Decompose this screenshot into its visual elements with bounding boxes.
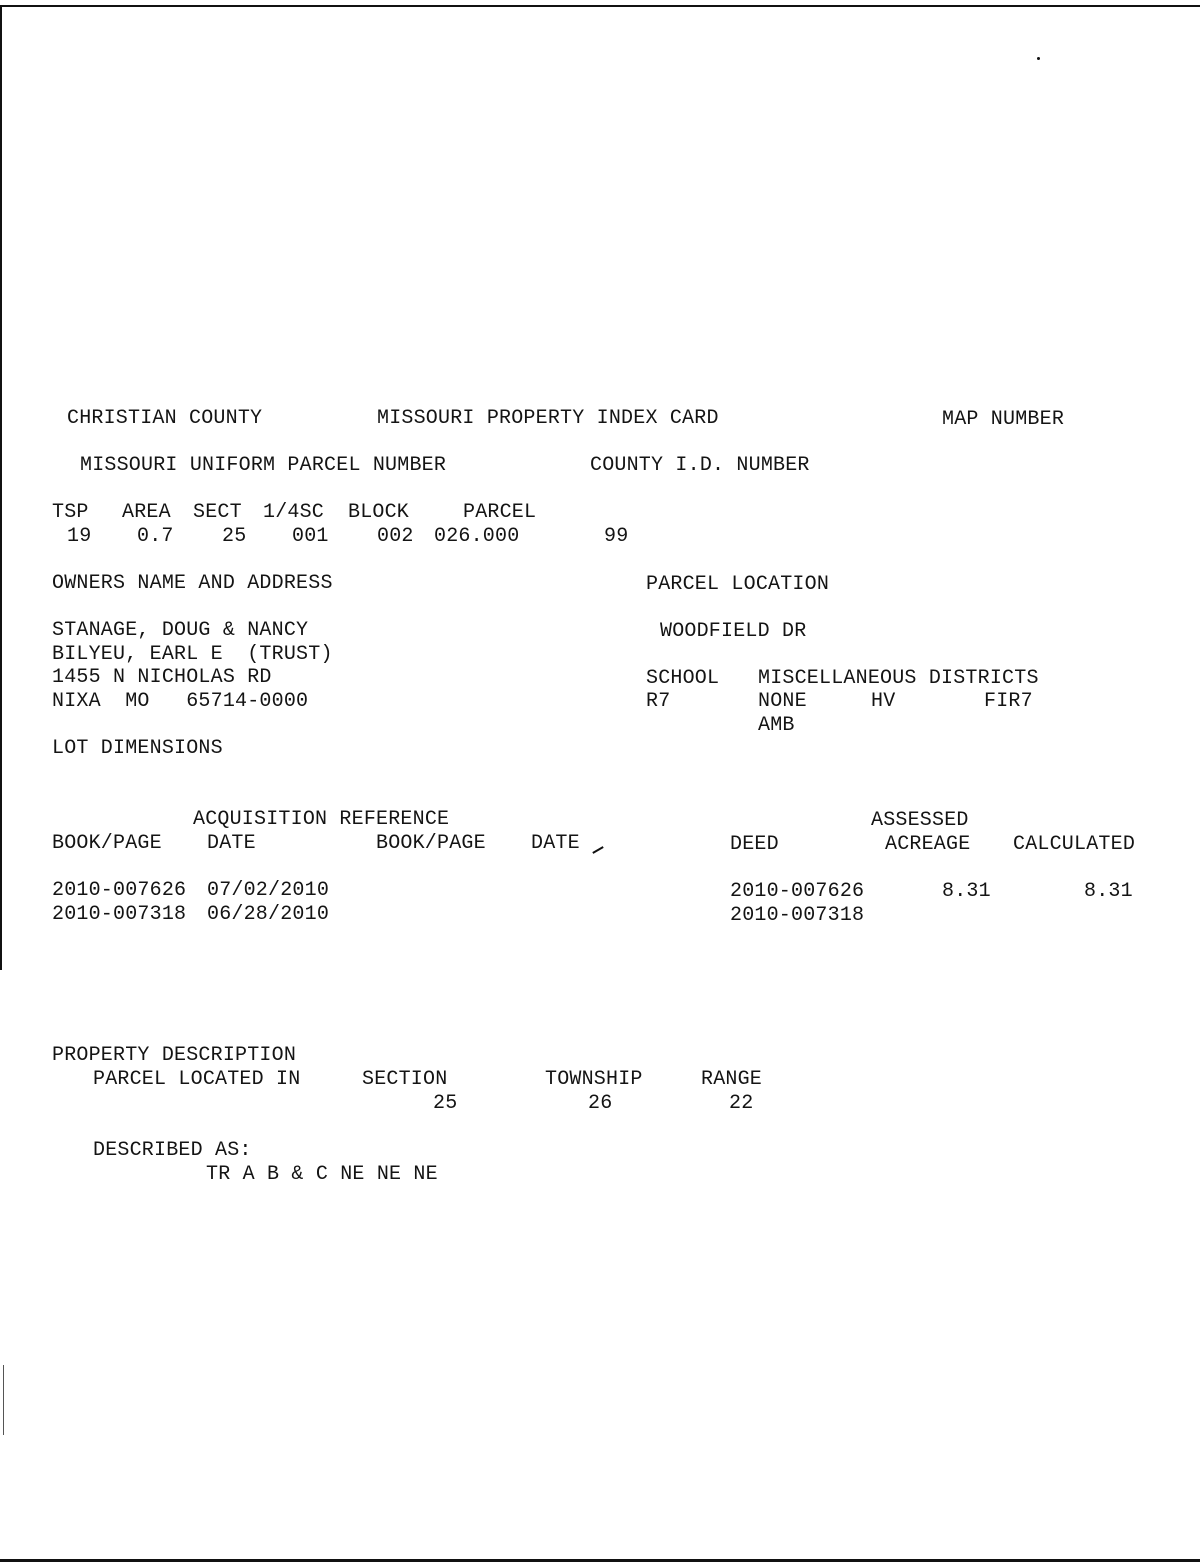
section-label: SECTION	[362, 1068, 448, 1091]
misc-districts-label: MISCELLANEOUS DISTRICTS	[758, 667, 1039, 690]
parcel-label: PARCEL	[463, 501, 537, 524]
assessed-label: ASSESSED	[871, 809, 969, 832]
acquisition-book-page: 2010-007626	[52, 879, 187, 902]
block-label: BLOCK	[348, 501, 410, 524]
county-id-value: 99	[604, 525, 629, 548]
date-header-2: DATE	[531, 832, 580, 855]
parcel-value: 026.000	[434, 525, 520, 548]
section-value: 25	[433, 1092, 458, 1115]
owner-line: STANAGE, DOUG & NANCY	[52, 619, 309, 642]
book-page-header: BOOK/PAGE	[52, 832, 162, 855]
acreage-header: ACREAGE	[885, 833, 971, 856]
owner-line: 1455 N NICHOLAS RD	[52, 666, 272, 689]
calculated-header: CALCULATED	[1013, 833, 1136, 856]
scan-dot	[1037, 57, 1040, 60]
date-header: DATE	[207, 832, 256, 855]
range-value: 22	[729, 1092, 754, 1115]
pen-mark	[592, 846, 603, 854]
school-label: SCHOOL	[646, 667, 720, 690]
map-number-label: MAP NUMBER	[942, 408, 1065, 431]
sect-value: 25	[222, 525, 247, 548]
lot-dimensions-label: LOT DIMENSIONS	[52, 737, 223, 760]
tsp-label: TSP	[52, 501, 89, 524]
deed-header: DEED	[730, 833, 779, 856]
left-margin-mark	[3, 1365, 4, 1435]
tsp-value: 19	[67, 525, 92, 548]
uniform-parcel-label: MISSOURI UNIFORM PARCEL NUMBER	[80, 454, 447, 477]
owner-line: BILYEU, EARL E (TRUST)	[52, 643, 333, 666]
book-page-header-2: BOOK/PAGE	[376, 832, 486, 855]
left-border-line	[0, 5, 2, 970]
parcel-located-label: PARCEL LOCATED IN	[93, 1068, 301, 1091]
block-value: 002	[377, 525, 414, 548]
area-label: AREA	[122, 501, 171, 524]
described-as-label: DESCRIBED AS:	[93, 1139, 252, 1162]
quarter-section-value: 001	[292, 525, 329, 548]
acquisition-book-page: 2010-007318	[52, 903, 187, 926]
bottom-border-line	[0, 1559, 1200, 1562]
range-label: RANGE	[701, 1068, 763, 1091]
school-value: R7	[646, 690, 671, 713]
assessed-acreage: 8.31	[942, 880, 991, 903]
acquisition-deed: 2010-007626	[730, 880, 865, 903]
parcel-location-label: PARCEL LOCATION	[646, 573, 830, 596]
acquisition-title: ACQUISITION REFERENCE	[193, 808, 450, 831]
owner-line: NIXA MO 65714-0000	[52, 690, 309, 713]
area-value: 0.7	[137, 525, 174, 548]
county-name: CHRISTIAN COUNTY	[67, 407, 263, 430]
district-value: HV	[871, 690, 896, 713]
owner-label: OWNERS NAME AND ADDRESS	[52, 572, 333, 595]
top-border-line	[0, 5, 1200, 7]
parcel-street: WOODFIELD DR	[660, 620, 807, 643]
county-id-label: COUNTY I.D. NUMBER	[590, 454, 810, 477]
card-title: MISSOURI PROPERTY INDEX CARD	[377, 407, 719, 430]
township-label: TOWNSHIP	[545, 1068, 643, 1091]
quarter-section-label: 1/4SC	[263, 501, 325, 524]
acquisition-date: 07/02/2010	[207, 879, 330, 902]
acquisition-deed: 2010-007318	[730, 904, 865, 927]
district-value: FIR7	[984, 690, 1033, 713]
legal-description: TR A B & C NE NE NE	[206, 1163, 438, 1186]
district-value: AMB	[758, 714, 795, 737]
calculated-acreage: 8.31	[1084, 880, 1133, 903]
sect-label: SECT	[193, 501, 242, 524]
property-description-label: PROPERTY DESCRIPTION	[52, 1044, 297, 1067]
township-value: 26	[588, 1092, 613, 1115]
district-value: NONE	[758, 690, 807, 713]
acquisition-date: 06/28/2010	[207, 903, 330, 926]
